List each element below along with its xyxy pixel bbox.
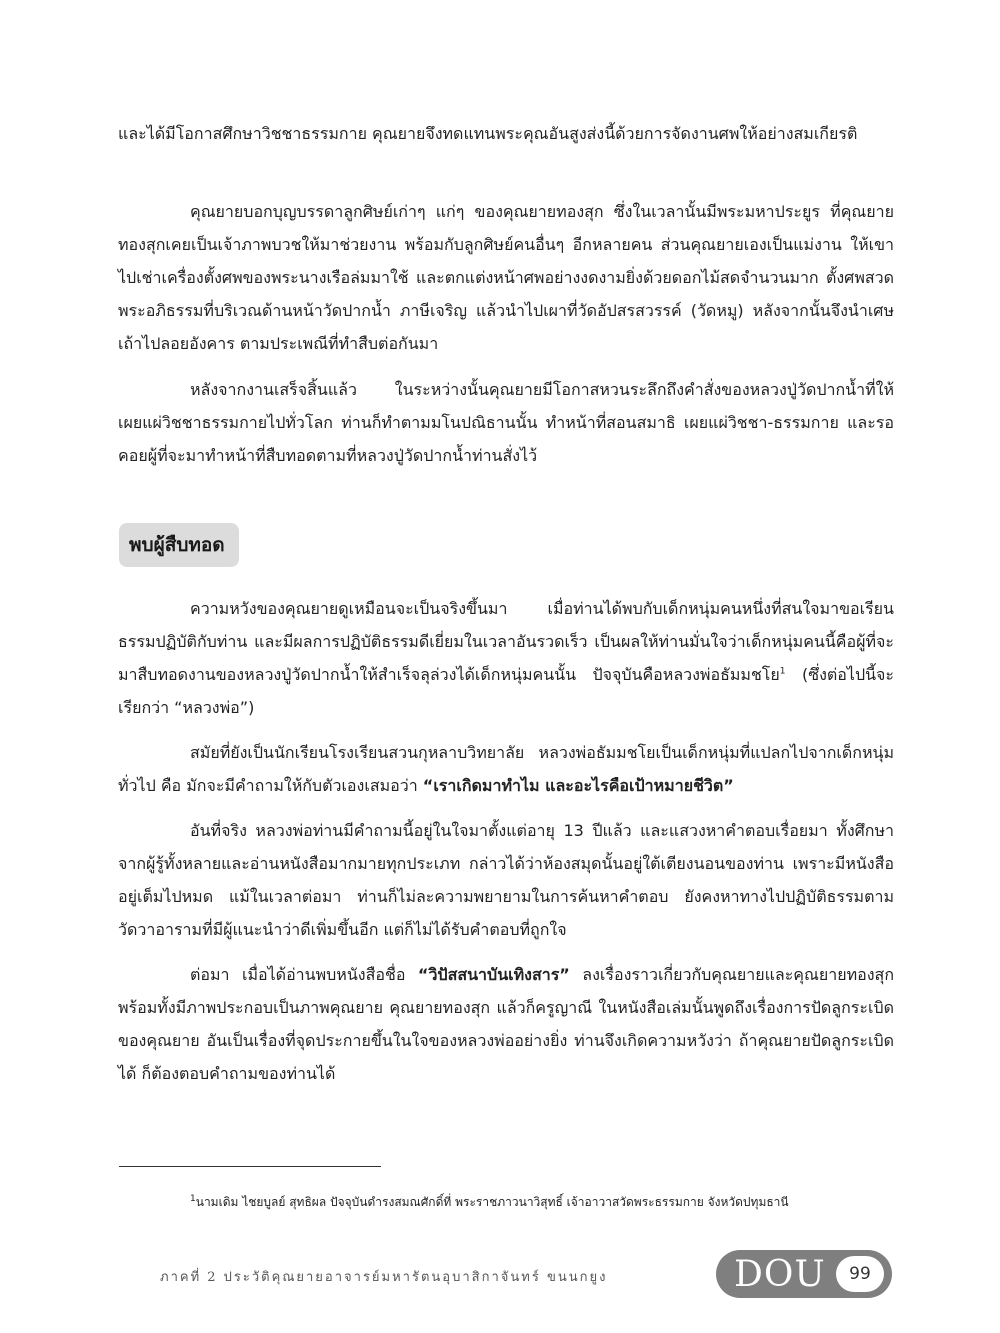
quote-life-question: “เราเกิดมาทำไม และอะไรคือเป้าหมายชีวิต” (422, 776, 734, 795)
footnote (190, 1192, 895, 1212)
paragraph-text: สมัยที่ยังเป็นนักเรียนโรงเรียนสวนกุหลาบวิทยาลัย หลวงพ่อธัมมชโยเป็นเด็กหนุ่มที่แปลกไปจากเด็กหนุ่มทั่วไป คือ มักจะมีคำถามให้กับตัวเองเสมอว่า (118, 743, 894, 795)
paragraph-after-funeral: หลังจากงานเสร็จสิ้นแล้ว ในระหว่างนั้นคุณยายมีโอกาสหวนระลึกถึงคำสั่งของหลวงปู่วัดปากน้ำที่ให้เผยแผ่วิชชาธรรมกายไปทั่วโลก ท่านก็ทำตามมโนปณิธานนั้น ทำหน้าที่สอนสมาธิ เผยแผ่วิชชา-ธรรมกาย และรอคอยผู้ที่จะมาทำหน้าที่สืบทอดตามที่หลวงปู่วัดปากน้ำท่านสั่งไว้ (118, 380, 894, 465)
paragraph-book-discovery (118, 958, 894, 1090)
paragraph-meeting-successor (118, 592, 894, 724)
paragraph-text: (ซึ่งต่อไปนี้จะเรียกว่า “หลวงพ่อ”) (118, 665, 894, 717)
paragraph-funeral-arrangements: คุณยายบอกบุญบรรดาลูกศิษย์เก่าๆ แก่ๆ ของคุณยายทองสุก ซึ่งในเวลานั้นมีพระมหาประยูร ที่คุณยายทองสุกเคยเป็นเจ้าภาพบวชให้มาช่วยงาน พร้อมกับลูกศิษย์คนอื่นๆ อีกหลายคน ส่วนคุณยายเองเป็นแม่งาน ให้เขาไปเช่าเครื่องตั้งศพของพระนางเรือล่มมาใช้ และตกแต่งหน้าศพอย่างงดงามยิ่งด้วยดอกไม้สดจำนวนมาก ตั้งศพสวดพระอภิธรรมที่บริเวณด้านหน้าวัดปากน้ำ ภาษีเจริญ แล้วนำไปเผาที่วัดอัปสรสวรรค์ (วัดหมู) หลังจากนั้นจึงนำเศษเถ้าไปลอยอังคาร ตามประเพณีที่ทำสืบต่อกันมา (118, 202, 894, 353)
section-heading: พบผู้สืบทอด (119, 523, 239, 567)
paragraph-continuation: และได้มีโอกาสศึกษาวิชชาธรรมกาย คุณยายจึงทดแทนพระคุณอันสูงส่งนี้ด้วยการจัดงานศพให้อย่างสมเกียรติ (118, 124, 858, 143)
dou-page-badge (716, 1250, 892, 1298)
footnote-marker: 1 (190, 1194, 196, 1204)
footnote-text: นามเดิม ไชยบูลย์ สุทธิผล ปัจจุบันดำรงสมณศักดิ์ที่ พระราชภาวนาวิสุทธิ์ เจ้าอาวาสวัดพระธรรมกาย จังหวัดปทุมธานี (195, 1195, 789, 1209)
footnote-reference: 1 (779, 666, 786, 677)
book-title: “วิปัสสนาบันเทิงสาร” (417, 965, 570, 984)
paragraph-search-for-answers: อันที่จริง หลวงพ่อท่านมีคำถามนี้อยู่ในใจมาตั้งแต่อายุ 13 ปีแล้ว และแสวงหาคำตอบเรื่อยมา ทั้งศึกษาจากผู้รู้ทั้งหลายและอ่านหนังสือมากมายทุกประเภท กล่าวได้ว่าห้องสมุดนั้นอยู่ใต้เตียงนอนของท่าน เพราะมีหนังสืออยู่เต็มไปหมด แม้ในเวลาต่อมา ท่านก็ไม่ละความพยายามในการค้นหาคำตอบ ยังคงหาทางไปปฏิบัติธรรมตามวัดวาอารามที่มีผู้แนะนำว่าดีเพิ่มขึ้นอีก แต่ก็ไม่ได้รับคำตอบที่ถูกใจ (118, 821, 894, 939)
dou-logo-text: DOU (734, 1254, 826, 1295)
paragraph-student-days (118, 736, 894, 802)
paragraph-text: ความหวังของคุณยายดูเหมือนจะเป็นจริงขึ้นมา เมื่อท่านได้พบกับเด็กหนุ่มคนหนึ่งที่สนใจมาขอเรียนธรรมปฏิบัติกับท่าน และมีผลการปฏิบัติธรรมดีเยี่ยมในเวลาอันรวดเร็ว เป็นผลให้ท่านมั่นใจว่าเด็กหนุ่มคนนี้คือผู้ที่จะมาสืบทอดงานของหลวงปู่วัดปากน้ำให้สำเร็จลุล่วงได้เด็กหนุ่มคนนั้น ปัจจุบันคือหลวงพ่อธัมมชโย (118, 599, 894, 684)
page-number: 99 (836, 1256, 884, 1292)
footer-chapter-title: ภาคที่ 2 ประวัติคุณยายอาจารย์มหารัตนอุบาสิกาจันทร์ ขนนกยูง (160, 1270, 608, 1285)
paragraph-text: ลงเรื่องราวเกี่ยวกับคุณยายและคุณยายทองสุก พร้อมทั้งมีภาพประกอบเป็นภาพคุณยาย คุณยายทองสุก แล้วก็ครูญาณี ในหนังสือเล่มนั้นพูดถึงเรื่องการปัดลูกระเบิดของคุณยาย อันเป็นเรื่องที่จุดประกายขึ้นในใจของหลวงพ่ออย่างยิ่ง ท่านจึงเกิดความหวังว่า ถ้าคุณยายปัดลูกระเบิดได้ ก็ต้องตอบคำถามของท่านได้ (118, 965, 895, 1083)
footnote-divider (119, 1166, 381, 1167)
paragraph-text: ต่อมา เมื่อได้อ่านพบหนังสือชื่อ (190, 965, 418, 984)
